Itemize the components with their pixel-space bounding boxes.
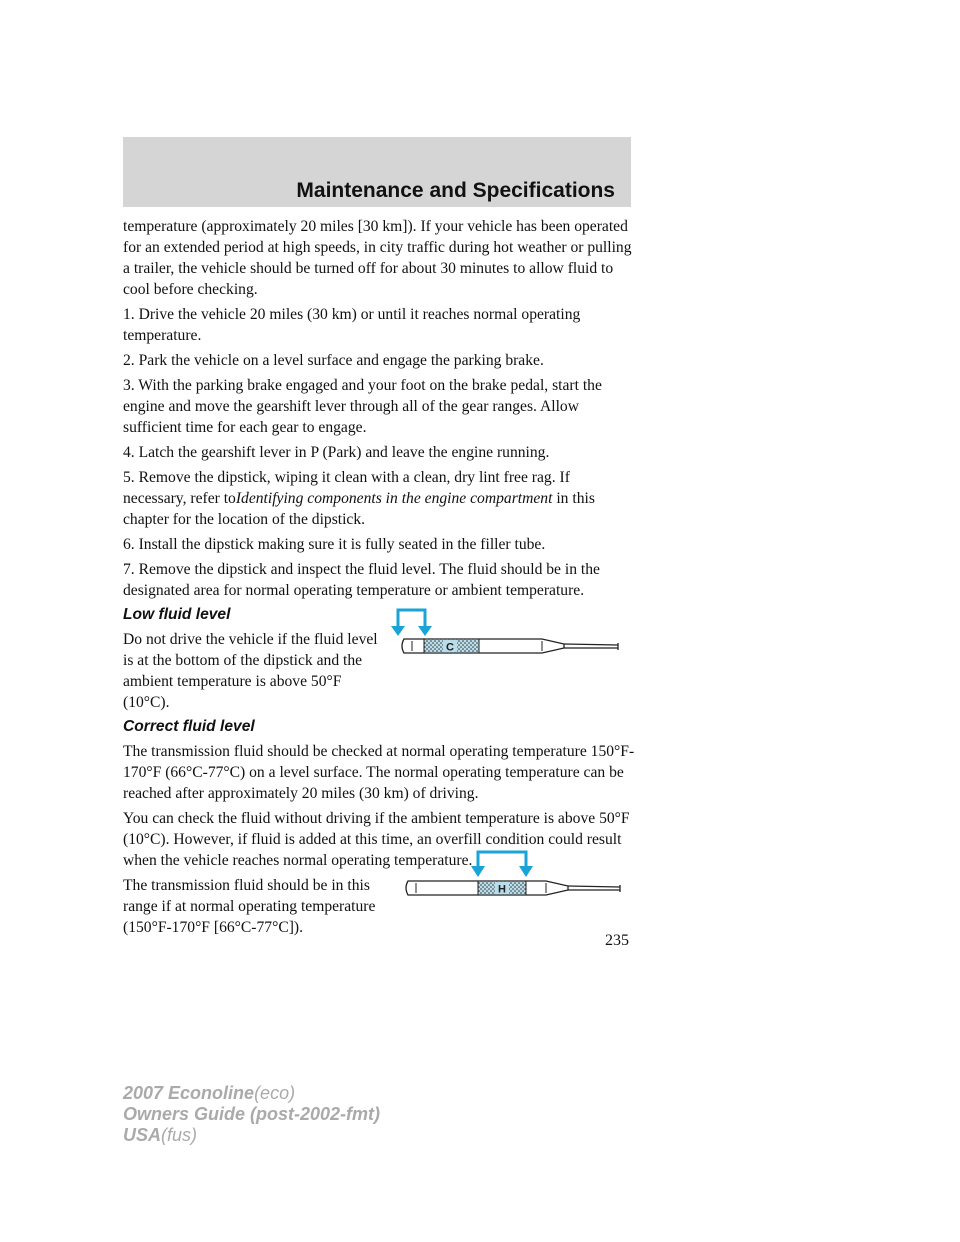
low-fluid-text: Do not drive the vehicle if the fluid level is at the bottom of the dipstick and the ambient temperature is above 50°F (10°C). [123,631,378,711]
step-5-reference: Identifying components in the engine compartment [235,490,553,507]
low-fluid-heading: Low fluid level [123,606,231,623]
step-5 [123,467,635,530]
correct-fluid-paragraph-3: The transmission fluid should be in this range if at normal operating temperature (150°F-170°F [66°C-77°C]). [123,877,376,936]
footer-line-1 [123,1083,380,1104]
page-number: 235 [605,932,629,949]
intro-paragraph: temperature (approximately 20 miles [30 km]). If your vehicle has been operated for an extended period at high speeds, in city traffic during hot weather or pulling a trailer, the vehicle should be turned off for about 30 minutes to allow fluid to cool before checking. [123,218,632,298]
dipstick-letter: C [446,641,454,654]
dipstick-shape [402,639,618,654]
footer-vehicle-code: (eco) [254,1083,296,1103]
correct-fluid-paragraph-2: You can check the fluid without driving if the ambient temperature is above 50°F (10°C). However, if fluid is added at this time, an overfill condition could result when the vehicle reaches normal operating temperature. [123,810,630,869]
level-arrows [471,852,533,877]
footer-guide: Owners Guide (post-2002-fmt) [123,1104,381,1124]
dipstick-shape [406,881,620,896]
step-7: 7. Remove the dipstick and inspect the fluid level. The fluid should be in the designated area for normal operating temperature or ambient temperature. [123,561,600,599]
level-arrows [391,610,432,636]
footer-line-3 [123,1125,380,1146]
header-band [123,137,631,207]
step-5-text-end: in this chapter for the location of the dipstick. [123,490,595,528]
step-4: 4. Latch the gearshift lever in P (Park) and leave the engine running. [123,444,550,461]
footer-market-code: (fus) [161,1125,198,1145]
step-1: 1. Drive the vehicle 20 miles (30 km) or until it reaches normal operating temperature. [123,306,581,344]
step-5-text: 5. Remove the dipstick, wiping it clean with a clean, dry lint free rag. If necessary, refer to [123,469,570,507]
step-3: 3. With the parking brake engaged and your foot on the brake pedal, start the engine and move the gearshift lever through all of the gear ranges. Allow sufficient time for each gear to engage. [123,377,602,436]
footer-line-2 [123,1104,380,1125]
correct-fluid-paragraph-1: The transmission fluid should be checked at normal operating temperature 150°F-170°F (66°C-77°C) on a level surface. The normal operating temperature can be reached after approximately 20 miles (30 km) of driving. [123,743,635,802]
dipstick-letter: H [498,883,506,896]
low-level-dipstick-illustration [388,606,624,658]
footer-vehicle: 2007 Econoline [123,1083,255,1103]
correct-fluid-heading: Correct fluid level [123,718,255,735]
body-text [123,216,635,942]
footer [123,1083,380,1146]
step-6: 6. Install the dipstick making sure it is fully seated in the filler tube. [123,536,546,553]
correct-level-dipstick-illustration [396,848,626,900]
step-2: 2. Park the vehicle on a level surface and engage the parking brake. [123,352,544,369]
page-title: Maintenance and Specifications [296,179,615,202]
footer-market: USA [123,1125,162,1145]
